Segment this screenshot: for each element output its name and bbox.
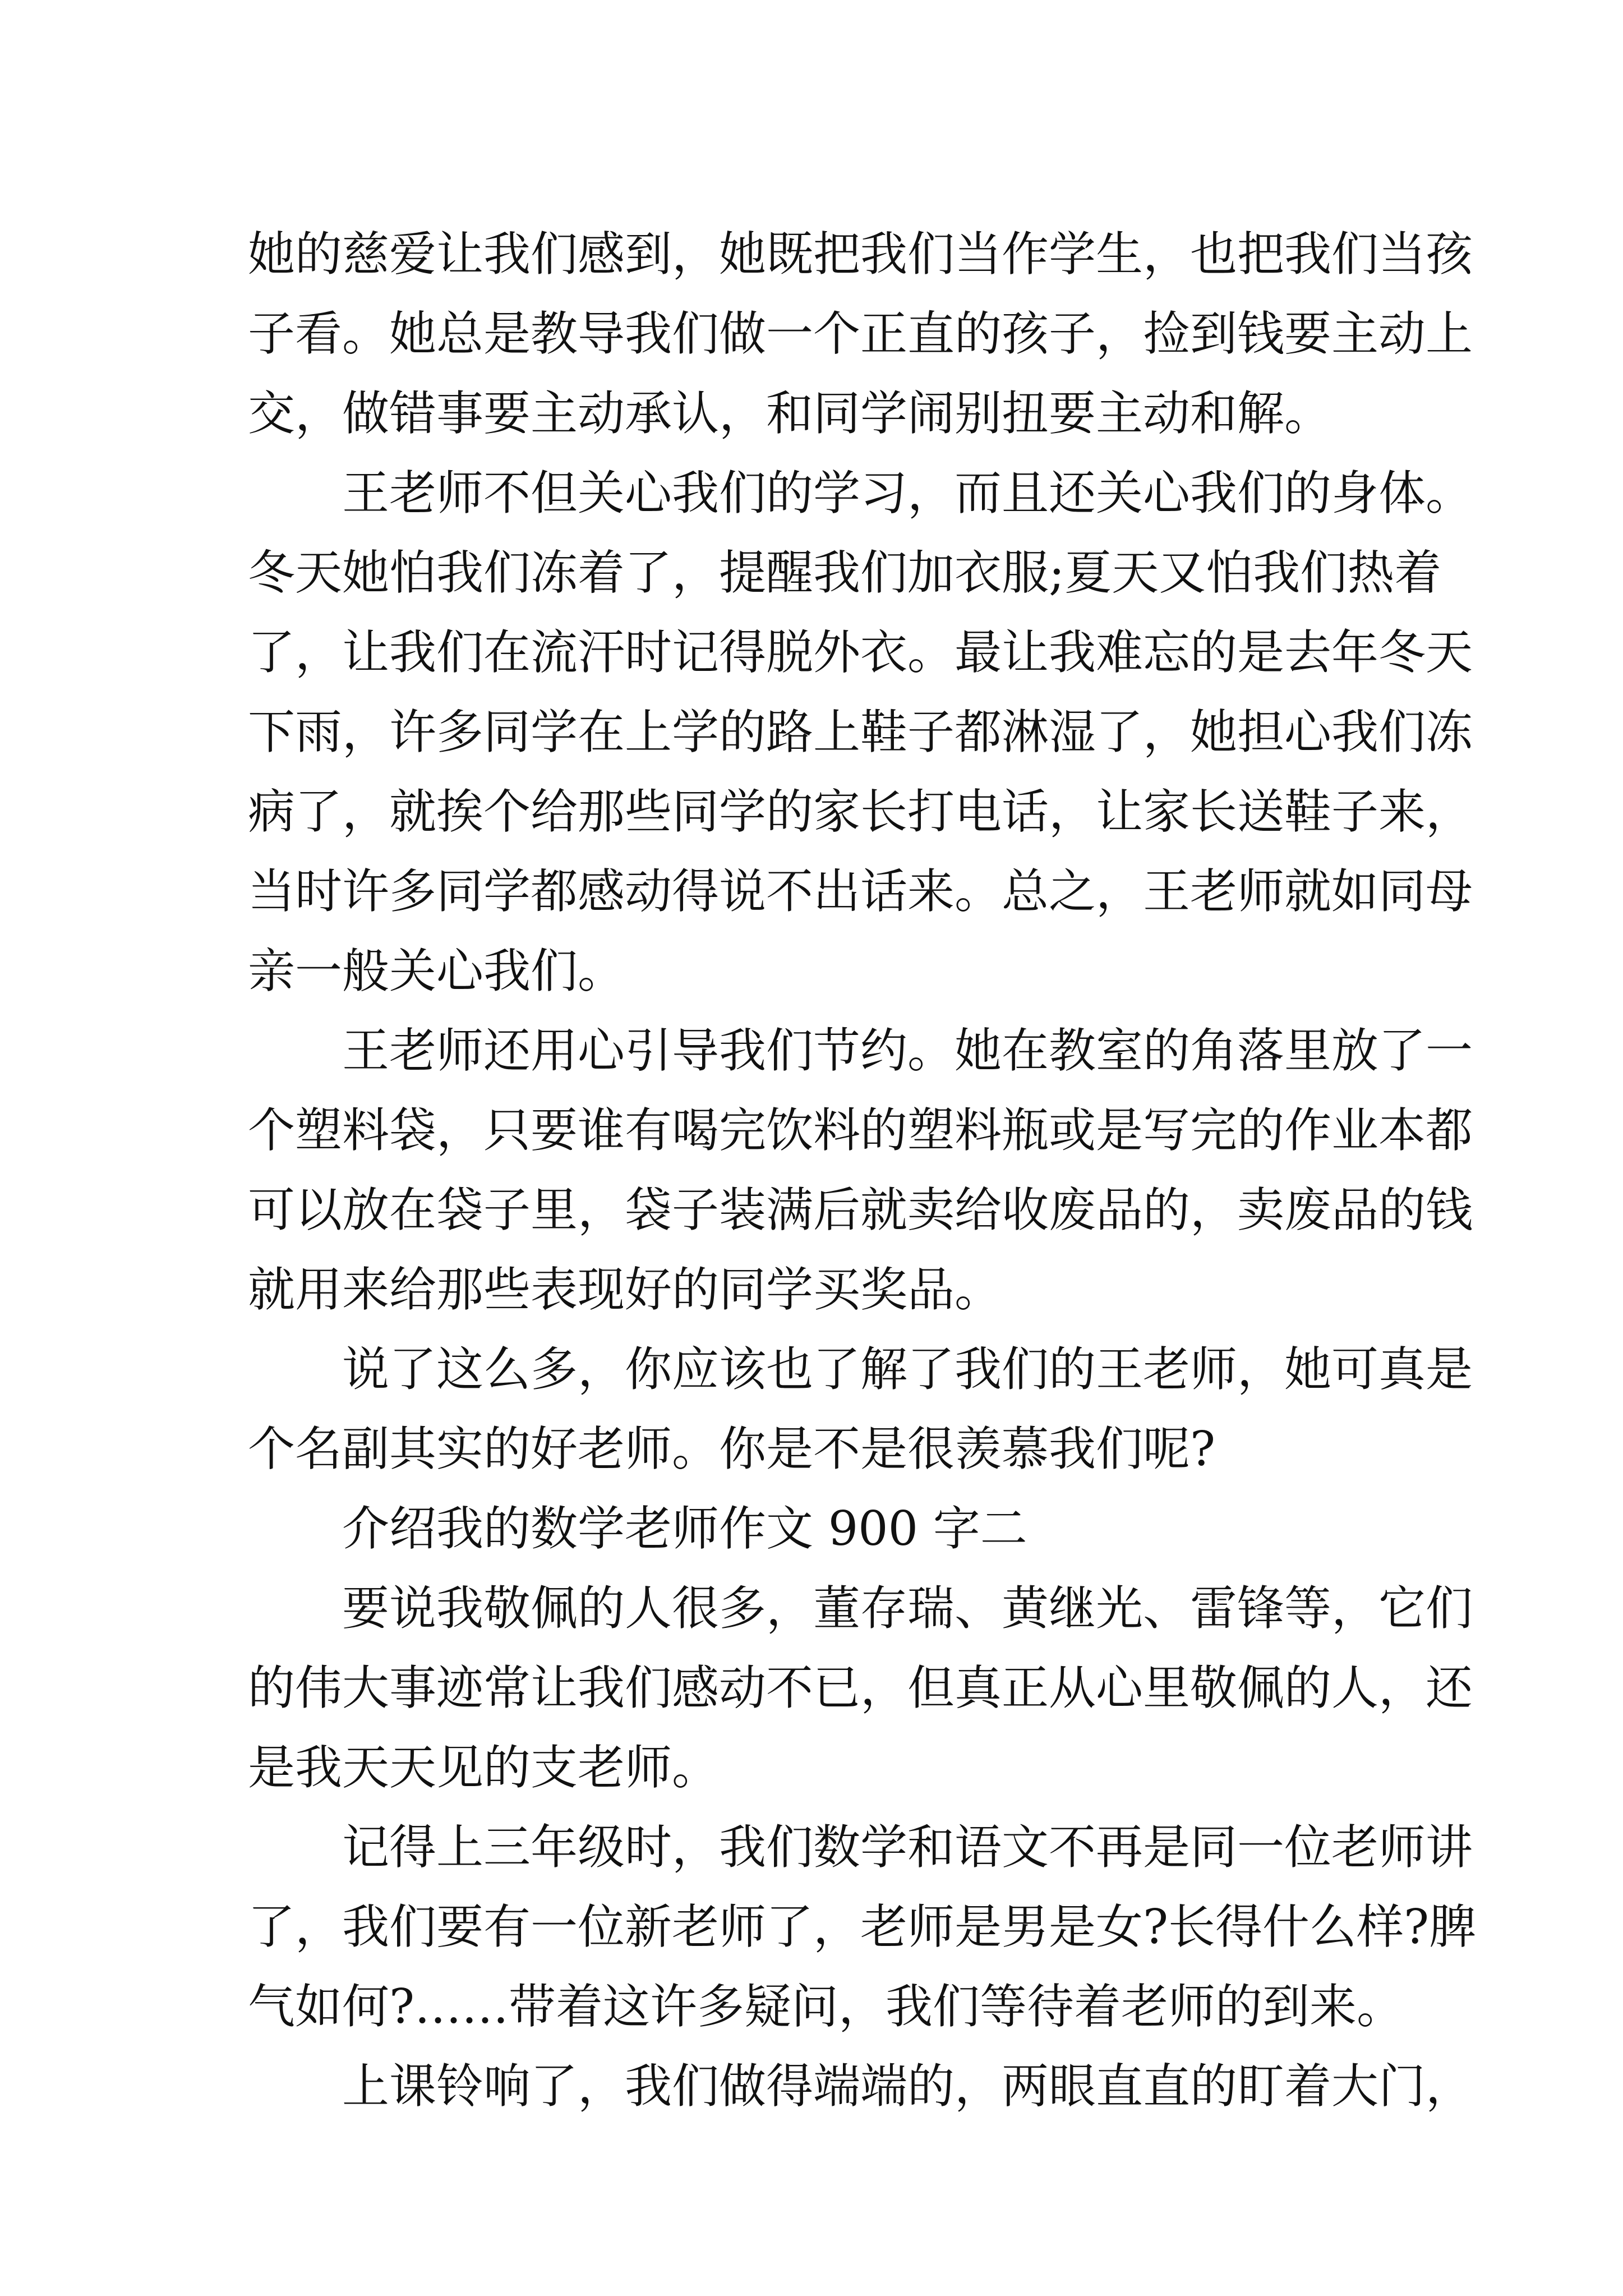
paragraph-3 xyxy=(248,1011,1473,1329)
text-line: 当时许多同学都感动得说不出话来。总之，王老师就如同母 xyxy=(248,864,1473,919)
text-line: 了，我们要有一位新老师了，老师是男是女?长得什么样?脾 xyxy=(248,1899,1477,1954)
paragraph-1 xyxy=(248,214,1473,453)
paragraph-5 xyxy=(248,1568,1473,1807)
text-line: 记得上三年级时，我们数学和语文不再是同一位老师讲 xyxy=(342,1820,1473,1875)
document-body xyxy=(248,214,1477,2126)
text-line: 病了，就挨个给那些同学的家长打电话，让家长送鞋子来， xyxy=(248,784,1473,839)
text-line: 王老师还用心引导我们节约。她在教室的角落里放了一 xyxy=(342,1023,1473,1078)
heading-line: 介绍我的数学老师作文 900 字二 xyxy=(342,1501,1027,1556)
text-line: 个名副其实的好老师。你是不是很羡慕我们呢? xyxy=(248,1421,1216,1476)
text-line: 冬天她怕我们冻着了，提醒我们加衣服;夏天又怕我们热着 xyxy=(248,545,1442,600)
text-line: 就用来给那些表现好的同学买奖品。 xyxy=(248,1262,1002,1317)
text-line: 下雨，许多同学在上学的路上鞋子都淋湿了，她担心我们冻 xyxy=(248,705,1473,760)
text-line: 要说我敬佩的人很多，董存瑞、黄继光、雷锋等，它们 xyxy=(342,1581,1473,1636)
paragraph-7 xyxy=(248,2046,1473,2126)
text-line: 亲一般关心我们。 xyxy=(248,944,625,999)
text-line: 子看。她总是教导我们做一个正直的孩子，捡到钱要主动上 xyxy=(248,306,1473,361)
text-line: 上课铃响了，我们做得端端的，两眼直直的盯着大门， xyxy=(342,2059,1473,2114)
section-heading xyxy=(248,1489,1386,1568)
paragraph-2 xyxy=(248,453,1473,1011)
text-line: 她的慈爱让我们感到，她既把我们当作学生，也把我们当孩 xyxy=(248,227,1473,282)
text-line: 的伟大事迹常让我们感动不已，但真正从心里敬佩的人，还 xyxy=(248,1660,1473,1715)
text-line: 个塑料袋，只要谁有喝完饮料的塑料瓶或是写完的作业本都 xyxy=(248,1103,1473,1158)
text-line: 是我天天见的支老师。 xyxy=(248,1740,720,1795)
text-line: 说了这么多，你应该也了解了我们的王老师，她可真是 xyxy=(342,1342,1473,1397)
text-line: 王老师不但关心我们的学习，而且还关心我们的身体。 xyxy=(342,466,1473,521)
paragraph-4 xyxy=(248,1329,1473,1489)
text-line: 气如何?……带着这许多疑问，我们等待着老师的到来。 xyxy=(248,1979,1404,2034)
paragraph-6 xyxy=(248,1807,1477,2046)
text-line: 了，让我们在流汗时记得脱外衣。最让我难忘的是去年冬天 xyxy=(248,625,1473,680)
text-line: 可以放在袋子里，袋子装满后就卖给收废品的，卖废品的钱 xyxy=(248,1182,1473,1237)
text-line: 交，做错事要主动承认，和同学闹别扭要主动和解。 xyxy=(248,386,1332,441)
